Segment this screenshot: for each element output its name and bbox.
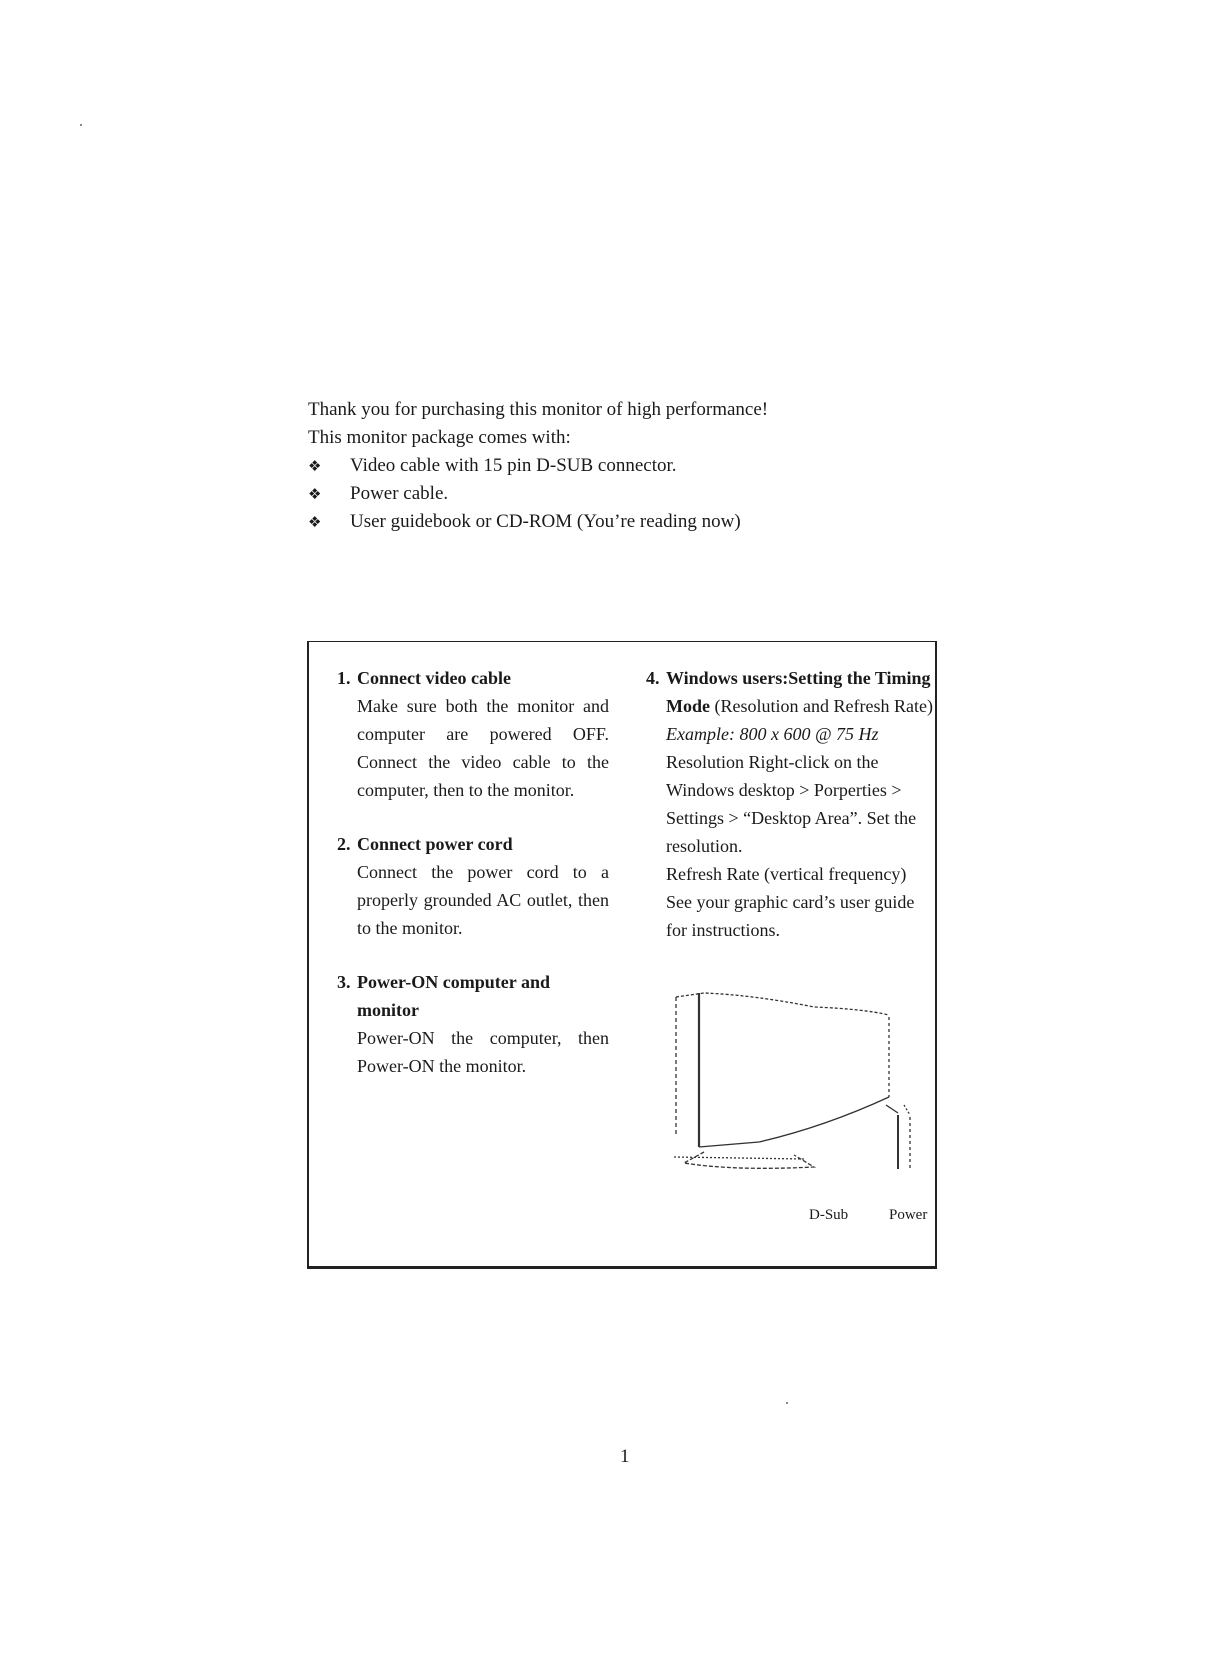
step-body: Power-ON the computer, then Power-ON the monitor. bbox=[357, 1028, 609, 1076]
example-text: Example: 800 x 600 @ 75 Hz bbox=[666, 724, 879, 744]
resolution-text: Resolution Right-click on the Windows desktop > Porperties > Settings > “Desktop Area”. Set the resolution. bbox=[666, 752, 917, 856]
setup-instructions-box bbox=[307, 641, 937, 1269]
step-number: 3. bbox=[337, 972, 351, 992]
right-column bbox=[646, 664, 934, 970]
step-timing-mode bbox=[646, 664, 934, 944]
step-body: Make sure both the monitor and computer are powered OFF. Connect the video cable to the computer, then to the monitor. bbox=[357, 696, 609, 800]
step-title: Connect power cord bbox=[357, 834, 513, 854]
scan-speck bbox=[786, 1402, 788, 1404]
list-item bbox=[308, 508, 928, 536]
thank-you-line: Thank you for purchasing this monitor of high performance! bbox=[308, 399, 769, 420]
step-number: 4. bbox=[646, 668, 660, 688]
step-connect-video bbox=[337, 664, 609, 804]
step-title bbox=[666, 664, 934, 720]
list-item-text: User guidebook or CD-ROM (You’re reading now) bbox=[350, 511, 741, 532]
step-title: Power-ON computer and monitor bbox=[357, 972, 550, 1020]
intro-section bbox=[308, 396, 928, 536]
list-item-text: Power cable. bbox=[350, 483, 449, 504]
power-label: Power bbox=[889, 1207, 928, 1223]
diamond-bullet-icon: ❖ bbox=[308, 513, 322, 531]
step-connect-power bbox=[337, 830, 609, 942]
left-column bbox=[337, 664, 609, 1106]
package-contents-list bbox=[308, 452, 928, 536]
step-title: Connect video cable bbox=[357, 668, 511, 688]
step-title-suffix: (Resolution and Refresh Rate) bbox=[710, 696, 933, 716]
list-item-text: Video cable with 15 pin D-SUB connector. bbox=[350, 455, 677, 476]
step-body: Connect the power cord to a properly grounded AC outlet, then to the monitor. bbox=[357, 862, 609, 938]
scan-speck bbox=[80, 124, 82, 126]
list-item bbox=[308, 480, 928, 508]
list-item bbox=[308, 452, 928, 480]
package-line: This monitor package comes with: bbox=[308, 427, 571, 448]
step-number: 1. bbox=[337, 668, 351, 688]
monitor-rear-icon bbox=[664, 987, 914, 1177]
dsub-label: D-Sub bbox=[809, 1207, 849, 1223]
page-number: 1 bbox=[620, 1446, 630, 1467]
step-number: 2. bbox=[337, 834, 351, 854]
step-power-on bbox=[337, 968, 609, 1080]
step-title-bold: Windows users:Setting the Timing Mode bbox=[666, 668, 931, 716]
diamond-bullet-icon: ❖ bbox=[308, 485, 322, 503]
diamond-bullet-icon: ❖ bbox=[308, 457, 322, 475]
refresh-text: Refresh Rate (vertical frequency) See your graphic card’s user guide for instructions. bbox=[666, 864, 915, 940]
